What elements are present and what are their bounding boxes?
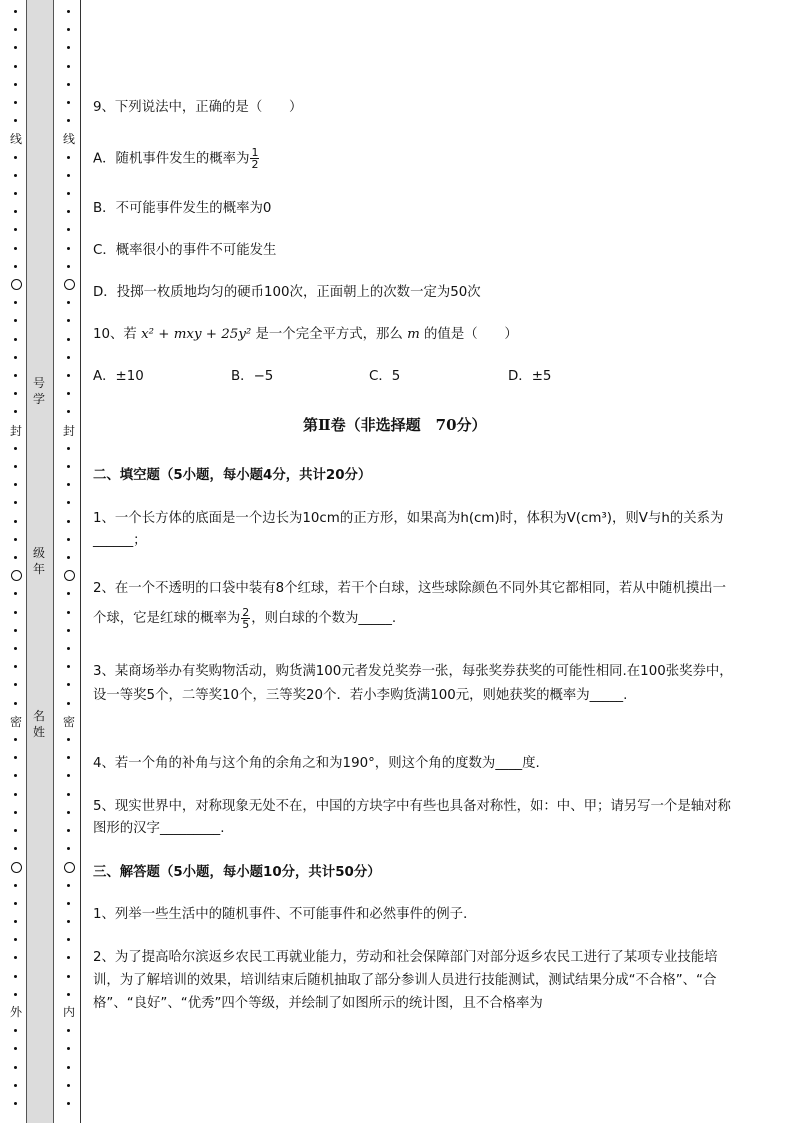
dot [67,465,70,468]
dot [14,392,17,395]
dot [14,501,17,504]
dot [14,993,17,996]
q10-stem [93,325,518,345]
dot [67,702,70,705]
dot [14,774,17,777]
dot [67,65,70,68]
dot [14,847,17,850]
solve-section-title: 三、解答题（5小题，每小题10分，共计50分） [93,865,381,880]
dot [14,938,17,941]
dot [14,356,17,359]
dot [67,46,70,49]
dot [67,956,70,959]
inner-circle [64,570,75,581]
dot [14,465,17,468]
dot [14,920,17,923]
outer-dot-line [10,0,22,1123]
dot [67,174,70,177]
dot [67,884,70,887]
dot [67,101,70,104]
fill-blank-section-title: 二、填空题（5小题，每小题4分，共计20分） [93,468,372,483]
dot [67,920,70,923]
inner-dot-line [63,0,75,1123]
dot [67,793,70,796]
dot [67,410,70,413]
dot [67,28,70,31]
dot [14,592,17,595]
dot [14,647,17,650]
outer-mark-mi: 密 [9,715,22,729]
part2-title: 第Ⅱ卷（非选择题 70分） [303,416,487,434]
dot [14,483,17,486]
outer-mark-xian: 线 [9,132,22,146]
dot [14,447,17,450]
dot [14,683,17,686]
q10-option-c: C．5 [369,369,401,384]
q9-option-c: C．概率很小的事件不可能发生 [93,243,277,258]
q10-suffix: 的值是（ ） [419,327,518,342]
q10-expression: x² + mxy + 25y² [141,327,252,342]
name-label: 名姓 [32,709,45,739]
inner-mark-feng: 封 [62,424,75,438]
dot [67,975,70,978]
dot [14,156,17,159]
inner-mark-nei: 内 [62,1005,75,1019]
fill-q2-text-a: 2、在一个不透明的口袋中装有8个红球，若干个白球，这些球除颜色不同外其它都相同，若从中随机摸出一个球，它是红球的概率为 [93,581,727,626]
solve-q2: 2、为了提高哈尔滨返乡农民工再就业能力，劳动和社会保障部门对部分返乡农民工进行了某项专业技能培训，为了解培训的效果，培训结束后随机抽取了部分参训人员进行技能测试，测试结果分成“不合格”、“合格”、“良好”、“优秀”四个等级，并绘制了如图所示的统计图，且不合格率为 [93,950,718,1011]
dot [14,538,17,541]
fill-q2-text-b: ，则白球的个数为_____. [251,611,397,626]
dot [67,356,70,359]
dot [14,46,17,49]
dot [14,319,17,322]
dot [14,83,17,86]
dot [14,702,17,705]
q10-middle: 是一个完全平方式，那么 [251,327,408,342]
dot [14,101,17,104]
dot [14,1102,17,1105]
margin-rule [80,0,81,1123]
outer-circle [11,570,22,581]
dot [67,665,70,668]
outer-circle [11,279,22,290]
outer-mark-wai: 外 [9,1005,22,1019]
dot [67,447,70,450]
dot [67,902,70,905]
q10-option-b: B．−5 [231,369,274,384]
dot [67,1029,70,1032]
solve-q1: 1、列举一些生活中的随机事件、不可能事件和必然事件的例子． [93,907,477,922]
dot [14,665,17,668]
dot [14,738,17,741]
dot [67,119,70,122]
binding-gutter [0,0,82,1123]
dot [14,884,17,887]
dot [67,629,70,632]
dot [14,793,17,796]
dot [14,65,17,68]
dot [67,83,70,86]
dot [14,174,17,177]
dot [67,247,70,250]
dot [67,483,70,486]
dot [67,938,70,941]
q9-option-a [93,147,260,170]
dot [67,592,70,595]
dot [14,829,17,832]
dot [14,247,17,250]
q9-option-d: D．投掷一枚质地均匀的硬币100次，正面朝上的次数一定为50次 [93,285,481,300]
dot [14,265,17,268]
outer-mark-feng: 封 [9,424,22,438]
dot [67,1102,70,1105]
q9-option-a-text: A．随机事件发生的概率为 [93,151,250,167]
dot [14,975,17,978]
fraction-denominator: 5 [242,617,250,631]
dot [67,1066,70,1069]
fill-q3: 3、某商场举办有奖购物活动，购货满100元者发兑奖券一张，每张奖券获奖的可能性相同.在100张奖券中，设一等奖5个，二等奖10个，三等奖20个．若小李购货满100元，则她获奖的概率为_____. [93,664,733,703]
dot [14,520,17,523]
dot [14,192,17,195]
fraction [241,607,250,630]
q10-option-a: A．±10 [93,369,144,384]
dot [14,119,17,122]
fill-q4: 4、若一个角的补角与这个角的余角之和为190°，则这个角的度数为____度. [93,756,540,771]
dot [67,1047,70,1050]
dot [14,374,17,377]
fraction-numerator: 2 [242,605,250,619]
class-label: 级年 [32,546,45,576]
dot [67,228,70,231]
dot [67,774,70,777]
dot [67,847,70,850]
dot [14,338,17,341]
dot [14,611,17,614]
dot [14,811,17,814]
dot [67,829,70,832]
student-id-label: 号学 [32,376,45,406]
fill-q2 [93,574,738,634]
dot [67,683,70,686]
dot [14,410,17,413]
fill-q1: 1、一个长方体的底面是一个边长为10cm的正方形，如果高为h(cm)时，体积为V(cm³)，则V与h的关系为______； [93,511,724,548]
dot [67,538,70,541]
q10-variable: m [407,327,420,342]
fraction-numerator: 1 [251,146,259,159]
dot [14,1084,17,1087]
inner-mark-xian: 线 [62,132,75,146]
q9-stem: 9、下列说法中，正确的是（ ） [93,100,303,115]
dot [67,392,70,395]
dot [67,611,70,614]
outer-circle [11,862,22,873]
inner-mark-mi: 密 [62,715,75,729]
dot [67,993,70,996]
dot [14,10,17,13]
dot [67,501,70,504]
q10-prefix: 10、若 [93,327,142,342]
q10-option-d: D．±5 [508,369,552,384]
dot [67,156,70,159]
dot [14,301,17,304]
dot [14,756,17,759]
inner-circle [64,279,75,290]
dot [67,338,70,341]
dot [67,319,70,322]
dot [67,647,70,650]
fill-q5: 5、现实世界中，对称现象无处不在，中国的方块字中有些也具备对称性，如：中、甲；请另写一个是轴对称图形的汉字_________. [93,799,731,836]
dot [67,265,70,268]
fraction [250,147,259,170]
dot [67,738,70,741]
dot [67,1084,70,1087]
dot [67,556,70,559]
dot [67,301,70,304]
dot [14,1047,17,1050]
fraction-denominator: 2 [251,158,259,171]
inner-circle [64,862,75,873]
dot [14,228,17,231]
dot [67,210,70,213]
dot [14,1029,17,1032]
dot [14,902,17,905]
dot [14,956,17,959]
dot [67,192,70,195]
dot [67,10,70,13]
dot [14,556,17,559]
dot [67,811,70,814]
dot [67,374,70,377]
dot [14,210,17,213]
dot [14,28,17,31]
dot [14,1066,17,1069]
dot [14,629,17,632]
dot [67,756,70,759]
q9-option-b: B．不可能事件发生的概率为0 [93,201,272,216]
dot [67,520,70,523]
